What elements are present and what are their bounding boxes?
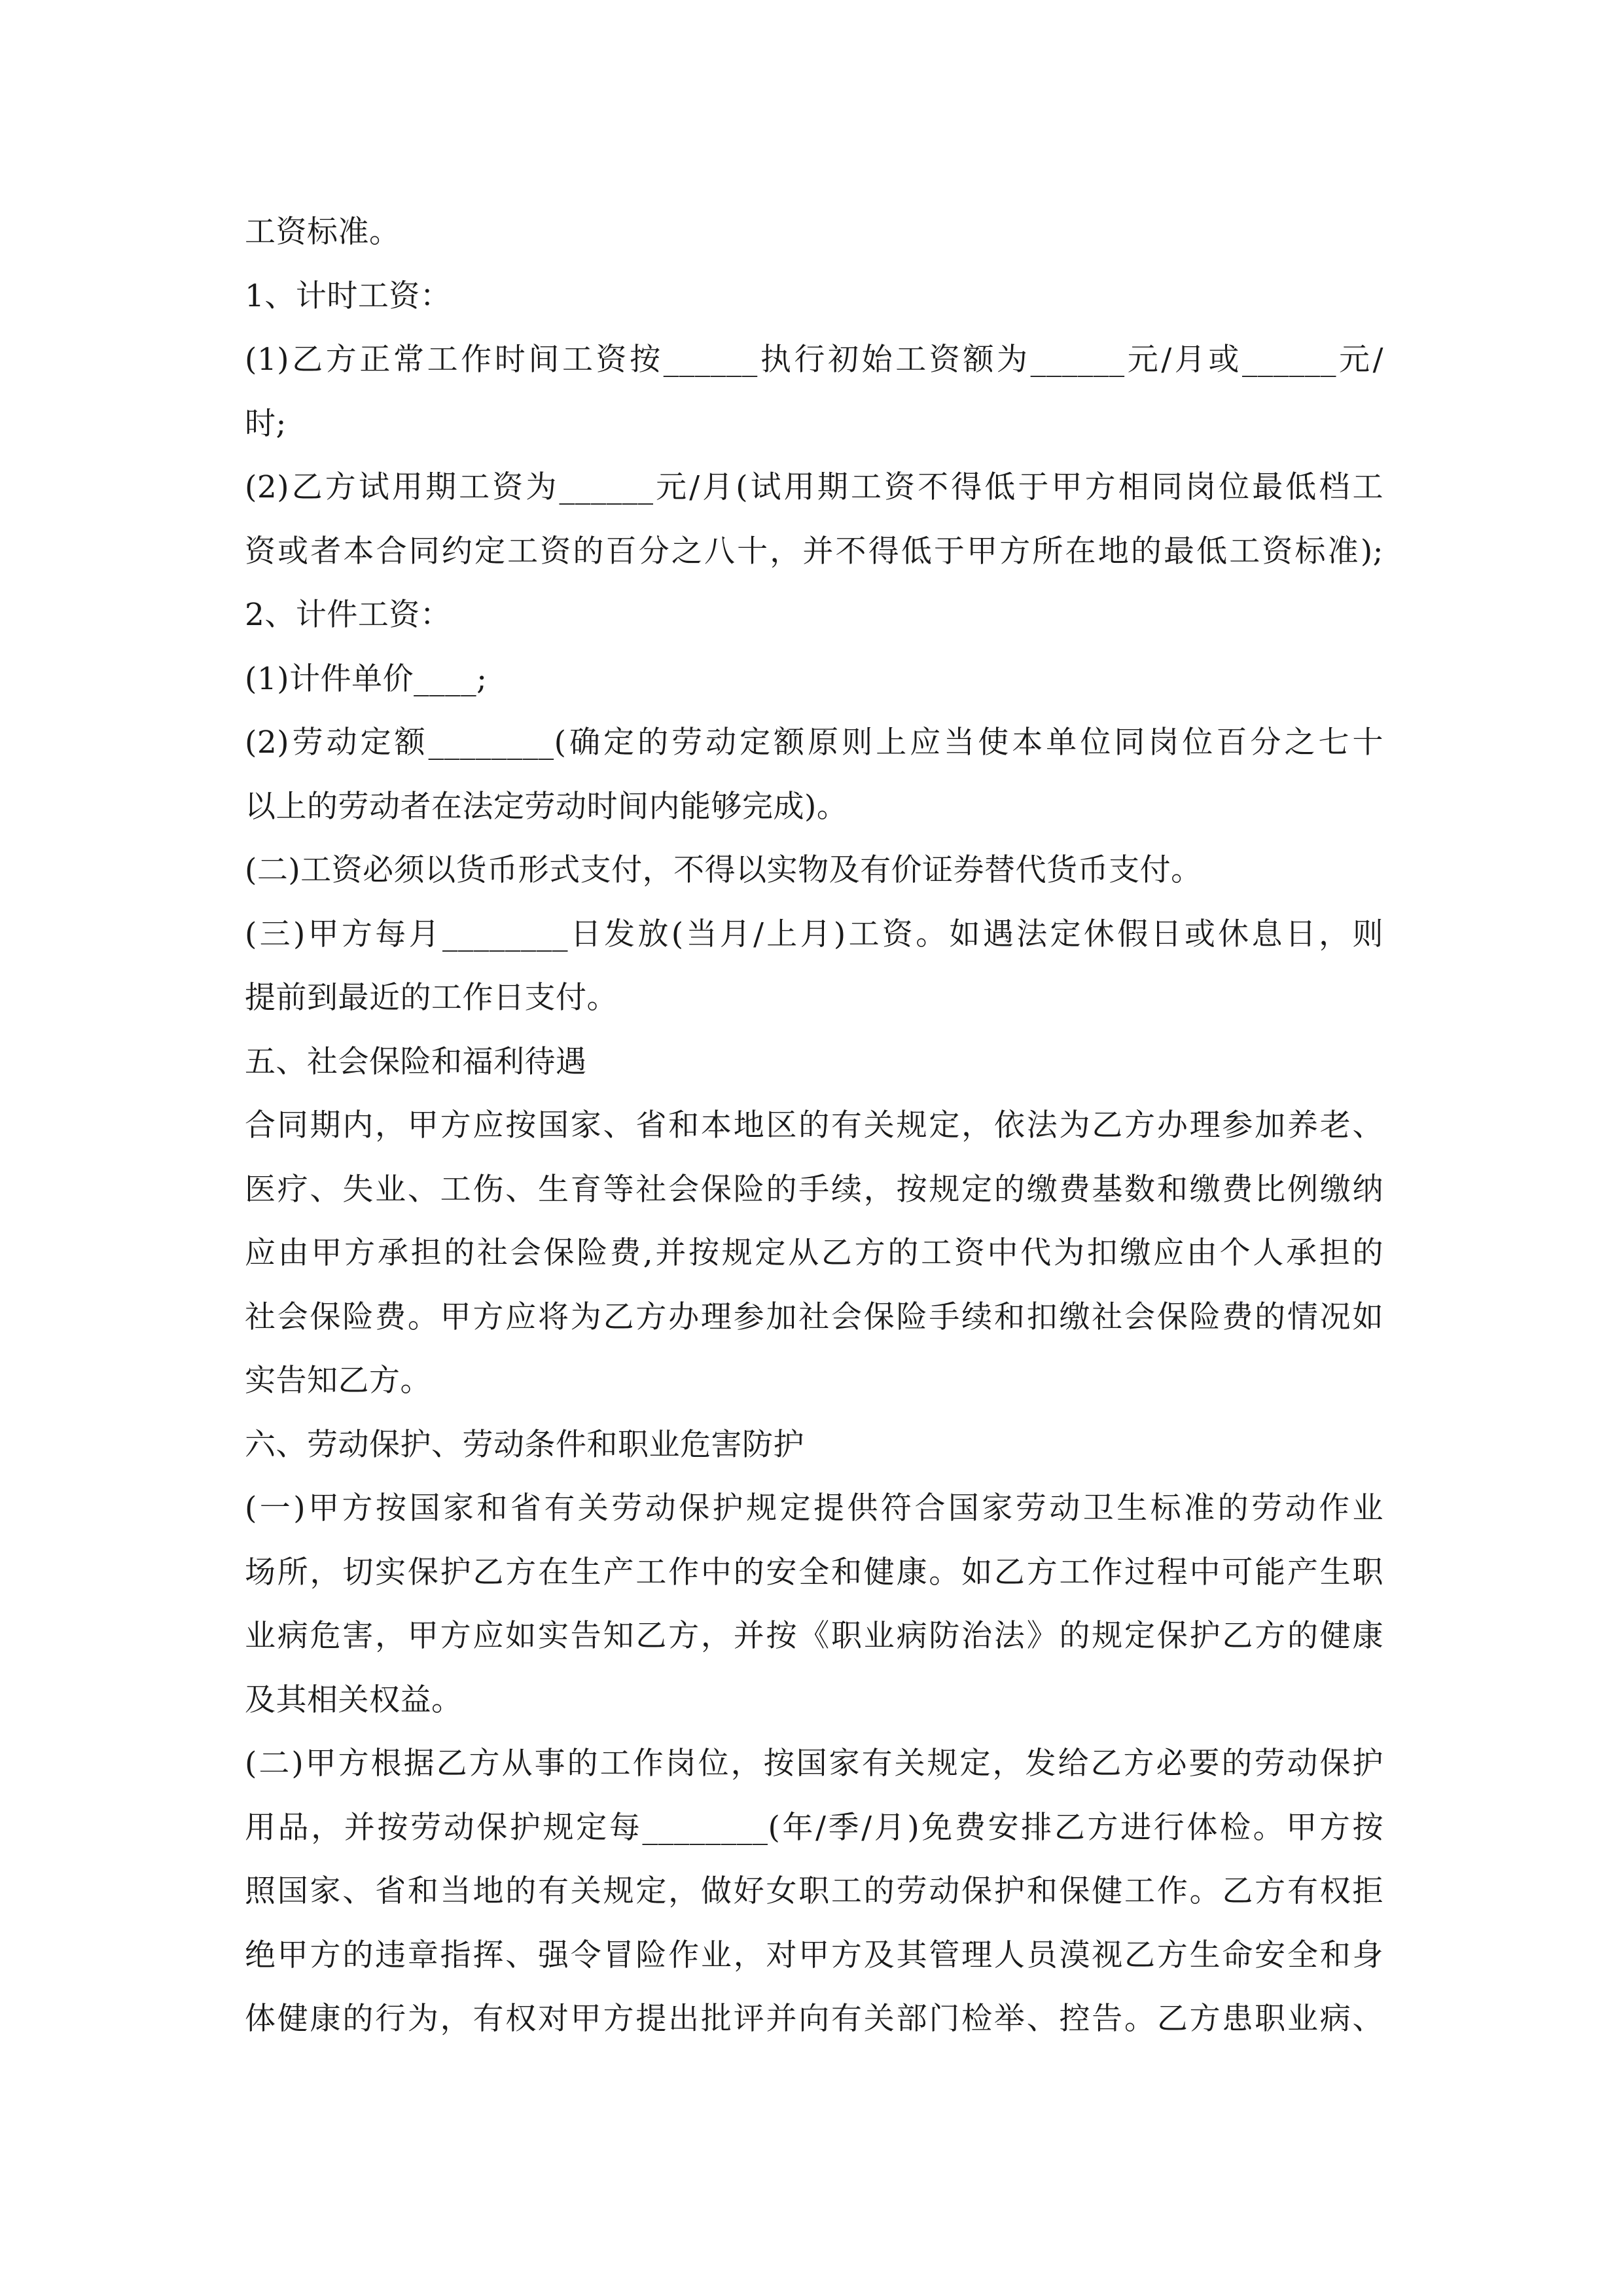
text-line: (1)乙方正常工作时间工资按______执行初始工资额为______元/月或______元/	[245, 342, 1383, 378]
text-line: 用品，并按劳动保护规定每________(年/季/月)免费安排乙方进行体检。甲方按	[245, 1809, 1383, 1846]
section-heading: 1、计时工资：	[245, 278, 452, 314]
text-line: 以上的劳动者在法定劳动时间内能够完成)。	[245, 788, 848, 825]
text-line: (三)甲方每月________日发放(当月/上月)工资。如遇法定休假日或休息日，则	[245, 916, 1383, 952]
text-line: 业病危害，甲方应如实告知乙方，并按《职业病防治法》的规定保护乙方的健康	[245, 1618, 1383, 1654]
text-line: 社会保险费。甲方应将为乙方办理参加社会保险手续和扣缴社会保险费的情况如	[245, 1299, 1383, 1335]
text-line: 医疗、失业、工伤、生育等社会保险的手续，按规定的缴费基数和缴费比例缴纳	[245, 1171, 1383, 1208]
text-line: 资或者本合同约定工资的百分之八十，并不得低于甲方所在地的最低工资标准);	[245, 533, 1383, 569]
text-line: (1)计件单价____;	[245, 660, 488, 697]
section-heading: 五、社会保险和福利待遇	[245, 1043, 587, 1080]
document-body	[245, 200, 1383, 2051]
text-line: 应由甲方承担的社会保险费,并按规定从乙方的工资中代为扣缴应由个人承担的	[245, 1235, 1383, 1271]
text-line: (二)工资必须以货币形式支付，不得以实物及有价证券替代货币支付。	[245, 852, 1202, 888]
text-line: 实告知乙方。	[245, 1363, 431, 1399]
text-line: (二)甲方根据乙方从事的工作岗位，按国家有关规定，发给乙方必要的劳动保护	[245, 1746, 1383, 1782]
text-line: 体健康的行为，有权对甲方提出批评并向有关部门检举、控告。乙方患职业病、	[245, 2001, 1383, 2037]
text-line: (2)乙方试用期工资为______元/月(试用期工资不得低于甲方相同岗位最低档工	[245, 469, 1383, 505]
text-line: 场所，切实保护乙方在生产工作中的安全和健康。如乙方工作过程中可能产生职	[245, 1554, 1383, 1590]
text-line: 照国家、省和当地的有关规定，做好女职工的劳动保护和保健工作。乙方有权拒	[245, 1873, 1383, 1909]
text-line: 及其相关权益。	[245, 1681, 463, 1718]
section-heading: 六、劳动保护、劳动条件和职业危害防护	[245, 1426, 804, 1463]
text-line: 工资标准。	[245, 214, 401, 250]
text-line: (一)甲方按国家和省有关劳动保护规定提供符合国家劳动卫生标准的劳动作业	[245, 1490, 1383, 1526]
text-line: 绝甲方的违章指挥、强令冒险作业，对甲方及其管理人员漠视乙方生命安全和身	[245, 1937, 1383, 1973]
text-line: 时;	[245, 405, 287, 442]
section-heading: 2、计件工资：	[245, 597, 452, 633]
text-line: (2)劳动定额________(确定的劳动定额原则上应当使本单位同岗位百分之七十	[245, 725, 1383, 761]
text-line: 合同期内，甲方应按国家、省和本地区的有关规定，依法为乙方办理参加养老、	[245, 1107, 1383, 1143]
text-line: 提前到最近的工作日支付。	[245, 980, 618, 1016]
